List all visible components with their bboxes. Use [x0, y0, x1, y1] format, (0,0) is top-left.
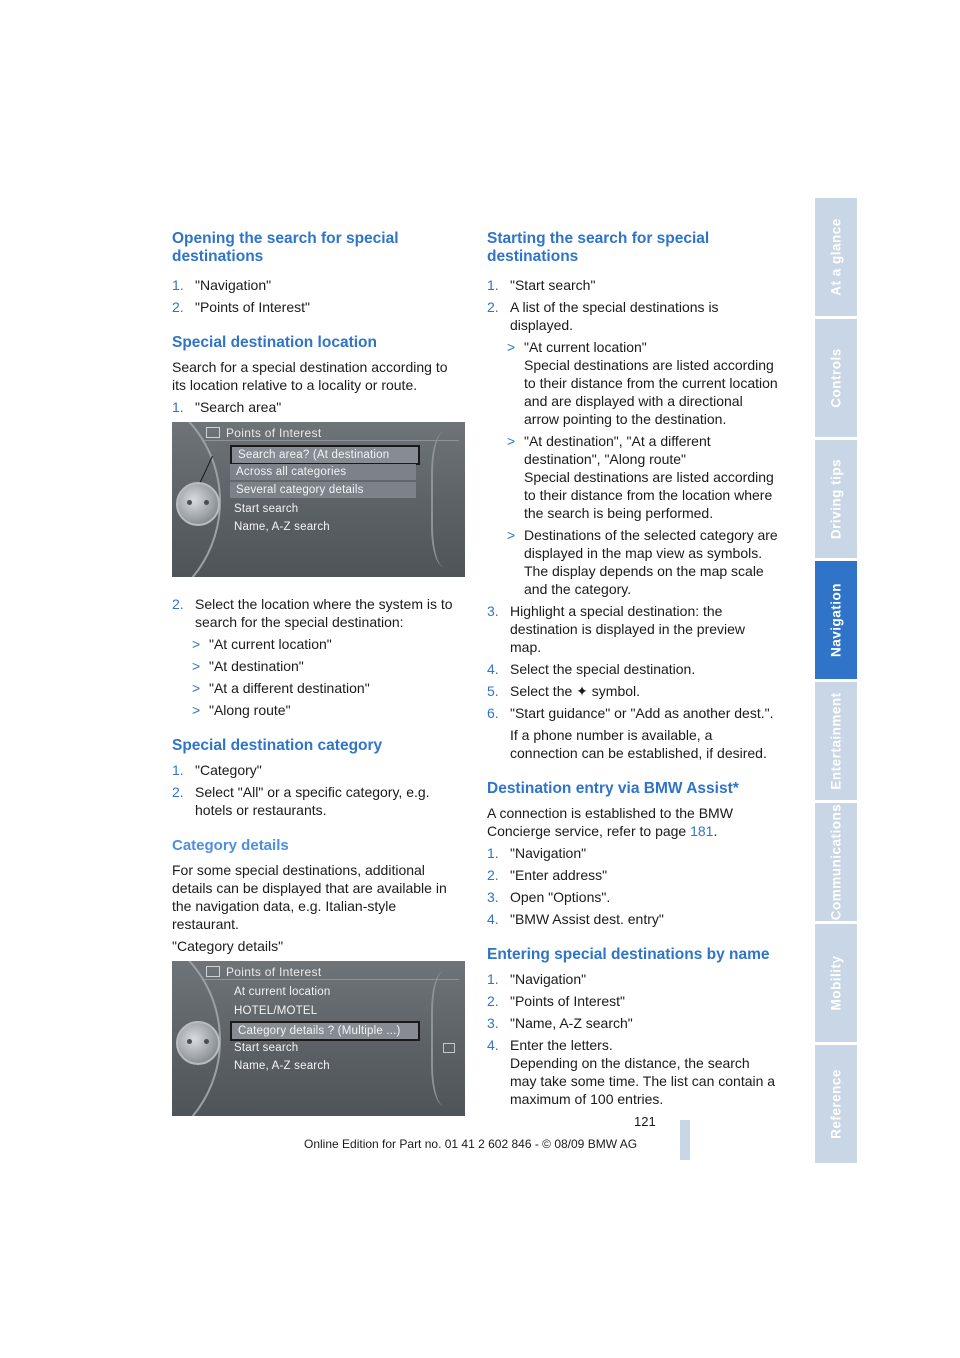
tab-at-a-glance[interactable]: At a glance — [815, 198, 857, 316]
step-2: 2. "Points of Interest" — [172, 299, 310, 315]
poi-icon — [206, 427, 220, 438]
poi-icon — [206, 966, 220, 977]
footer-bar — [680, 1120, 690, 1160]
category-details-intro: For some special destinations, additional details can be displayed that are available in the navigation data, e.g. Italian-style restaurant. — [172, 862, 447, 932]
heading-category-details: Category details — [172, 837, 289, 854]
heading-destination-location: Special destination location — [172, 334, 377, 351]
menu-item-start-search: Start search — [234, 503, 299, 515]
bullet: > "Along route" — [192, 702, 291, 718]
step-2: 2. Select the location where the system is to search for the special destination: — [172, 596, 453, 630]
heading-bmw-assist: Destination entry via BMW Assist* — [487, 780, 739, 797]
bullet: > "At current location" — [192, 636, 332, 652]
tab-reference[interactable]: Reference — [815, 1045, 857, 1163]
category-details-label: "Category details" — [172, 938, 284, 954]
step-5: 5. Select the ✦ symbol. — [487, 683, 641, 699]
tab-mobility[interactable]: Mobility — [815, 924, 857, 1042]
menu-item-current-location: At current location — [234, 986, 331, 998]
step-1: 1. "Category" — [172, 762, 262, 778]
step-2: 2. Select "All" or a specific category, e.g. hotels or restaurants. — [172, 784, 430, 818]
bullet: > "At current location" Special destinations are listed according to their distance from the current location and are displayed with a directional arrow pointing to the destination. — [507, 339, 778, 427]
heading-opening-search: Opening the search for special destinations — [172, 230, 399, 265]
tab-entertainment[interactable]: Entertainment — [815, 682, 857, 800]
chapter-tabs — [815, 198, 857, 1166]
heading-name-entry: Entering special destinations by name — [487, 946, 770, 963]
step-3: 3. Highlight a special destination: the destination is displayed in the preview map. — [487, 603, 746, 655]
step-1: 1. "Navigation" — [487, 845, 587, 861]
menu-item-start-search: Start search — [234, 1042, 299, 1054]
menu-item-several-details: Several category details — [230, 482, 416, 498]
step-1: 1. "Start search" — [487, 277, 596, 293]
step-4: 4. Enter the letters. Depending on the distance, the search may take some time. The list can contain a maximum of 100 entries. — [487, 1037, 776, 1107]
step-1: 1. "Navigation" — [172, 277, 272, 293]
step-2: 2. "Enter address" — [487, 867, 608, 883]
menu-item-hotel: HOTEL/MOTEL — [234, 1005, 318, 1017]
bullet: > "At destination" — [192, 658, 304, 674]
step-1: 1. "Search area" — [172, 399, 282, 415]
screen-title: Points of Interest — [226, 426, 322, 440]
page-number: 121 — [634, 1114, 656, 1129]
step-6: 6. "Start guidance" or "Add as another dest.". — [487, 705, 774, 721]
right-column — [487, 230, 779, 1112]
bullet: > "At a different destination" — [192, 680, 370, 696]
screen-title: Points of Interest — [226, 965, 322, 979]
step-2: 2. A list of the special destinations is displayed. — [487, 299, 719, 333]
heading-destination-category: Special destination category — [172, 737, 383, 754]
tab-driving-tips[interactable]: Driving tips — [815, 440, 857, 558]
option-icon — [443, 1043, 455, 1053]
destination-flag-icon: ✦ — [576, 683, 588, 699]
controller-dial-icon — [176, 1021, 220, 1065]
left-column — [172, 230, 464, 1134]
bullet: > "At destination", "At a different destination", "Along route" Special destinations are listed according to their distance from the location where the search is being performed. — [507, 433, 774, 521]
controller-dial-icon — [176, 482, 220, 526]
step-1: 1. "Navigation" — [487, 971, 587, 987]
phone-note: If a phone number is available, a connection can be established, if desired. — [510, 727, 767, 761]
step-3: 3. Open "Options". — [487, 889, 611, 905]
tab-communications[interactable]: Communications — [815, 803, 857, 921]
menu-item-search-area: Search area? (At destination — [230, 445, 420, 465]
step-4: 4. "BMW Assist dest. entry" — [487, 911, 664, 927]
tab-navigation[interactable]: Navigation — [815, 561, 857, 679]
menu-item-name-search: Name, A-Z search — [234, 1060, 330, 1072]
page-link-181[interactable]: 181 — [690, 823, 714, 839]
step-4: 4. Select the special destination. — [487, 661, 696, 677]
location-intro: Search for a special destination according to its location relative to a locality or route. — [172, 359, 448, 393]
tab-controls[interactable]: Controls — [815, 319, 857, 437]
menu-item-all-categories: Across all categories — [230, 464, 416, 480]
menu-item-name-search: Name, A-Z search — [234, 521, 330, 533]
step-2: 2. "Points of Interest" — [487, 993, 625, 1009]
assist-intro: A connection is established to the BMW Concierge service, refer to page 181. — [487, 805, 733, 839]
menu-item-category-details: Category details ? (Multiple ...) — [230, 1021, 420, 1041]
heading-starting-search: Starting the search for special destinations — [487, 230, 710, 265]
screen-category-details — [172, 961, 465, 1116]
step-3: 3. "Name, A-Z search" — [487, 1015, 633, 1031]
screen-search-area — [172, 422, 465, 577]
bullet: > Destinations of the selected category are displayed in the map view as symbols. The display depends on the map scale and the category. — [507, 527, 778, 597]
